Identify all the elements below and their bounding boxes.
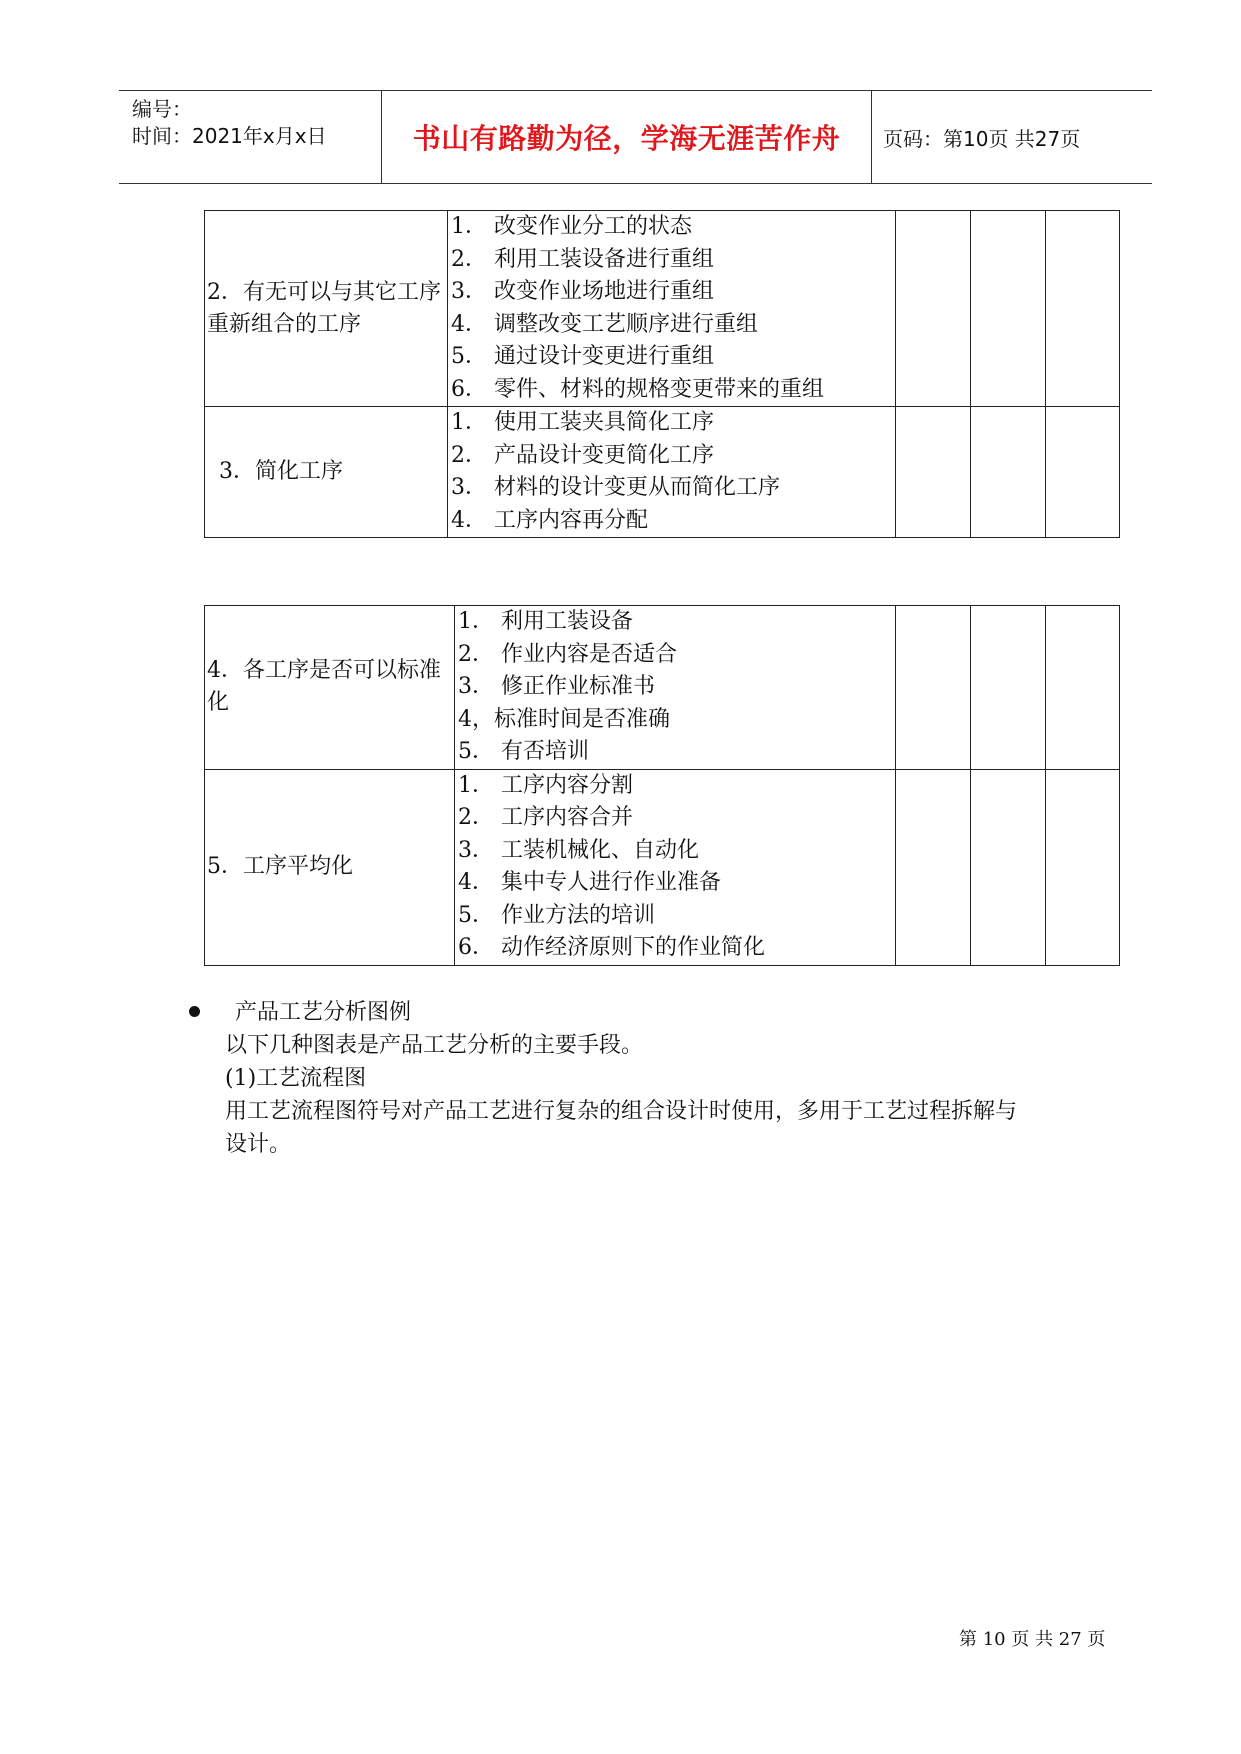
table-row <box>205 769 1120 965</box>
process-text: 2．有无可以与其它工序重新组合的工序 <box>207 279 441 337</box>
header-number-label: 编号： <box>132 97 192 121</box>
table-row <box>205 606 1120 770</box>
header-page-cell <box>871 91 1152 183</box>
page-footer: 第 10 页 共 27 页 <box>959 1629 1106 1650</box>
check-cell[interactable] <box>971 211 1046 407</box>
measure-item: 5． 有否培训 <box>458 739 589 764</box>
improvement-table-2 <box>204 605 1120 966</box>
paragraph-line: (1)工艺流程图 <box>225 1066 367 1091</box>
header-meta <box>119 91 381 183</box>
process-cell <box>205 407 448 538</box>
check-cell[interactable] <box>1046 211 1120 407</box>
check-cell[interactable] <box>896 211 971 407</box>
header-date: 时间：2021年x月x日 <box>132 124 327 148</box>
measure-item: 3． 改变作业场地进行重组 <box>451 279 714 304</box>
check-cell[interactable] <box>896 769 971 965</box>
page-header <box>119 90 1152 184</box>
measure-item: 5． 通过设计变更进行重组 <box>451 344 714 369</box>
check-cell[interactable] <box>1046 606 1120 770</box>
check-cell[interactable] <box>1046 407 1120 538</box>
paragraph-line: 用工艺流程图符号对产品工艺进行复杂的组合设计时使用，多用于工艺过程拆解与 <box>225 1099 1018 1124</box>
measure-item: 2． 产品设计变更简化工序 <box>451 442 714 468</box>
measure-item: 3． 材料的设计变更从而简化工序 <box>451 475 780 500</box>
process-cell <box>205 211 448 407</box>
header-page-info: 页码：第10页 共27页 <box>883 126 1081 151</box>
check-cell[interactable] <box>896 606 971 770</box>
bullet-icon <box>189 1006 200 1017</box>
measure-item: 2． 工序内容合并 <box>458 805 633 830</box>
measure-item: 1． 使用工装夹具简化工序 <box>451 410 714 435</box>
measure-item: 3． 工装机械化、自动化 <box>458 837 699 863</box>
measure-item: 4． 工序内容再分配 <box>451 507 648 533</box>
measure-item: 6． 动作经济原则下的作业简化 <box>458 935 765 960</box>
measure-item: 6． 零件、材料的规格变更带来的重组 <box>451 376 824 402</box>
measures-cell <box>455 769 896 965</box>
process-cell <box>205 606 455 770</box>
measure-item: 1． 改变作业分工的状态 <box>451 214 692 239</box>
measure-item: 1． 利用工装设备 <box>458 609 633 634</box>
check-cell[interactable] <box>971 606 1046 770</box>
table-row <box>205 211 1120 407</box>
measure-item: 1． 工序内容分割 <box>458 772 633 798</box>
improvement-table-1 <box>204 210 1120 538</box>
measure-item: 4． 集中专人进行作业准备 <box>458 870 721 895</box>
header-motto: 书山有路勤为径，学海无涯苦作舟 <box>412 122 841 155</box>
paragraph-line: 以下几种图表是产品工艺分析的主要手段。 <box>225 1033 644 1058</box>
check-cell[interactable] <box>896 407 971 538</box>
section-heading: 产品工艺分析图例 <box>235 1000 412 1025</box>
process-text: 4．各工序是否可以标准化 <box>207 658 441 716</box>
measure-item: 5． 作业方法的培训 <box>458 902 655 928</box>
paragraph-line: 设计。 <box>225 1132 292 1157</box>
measures-cell <box>455 606 896 770</box>
measure-item: 2． 利用工装设备进行重组 <box>451 246 714 272</box>
check-cell[interactable] <box>1046 769 1120 965</box>
measures-cell <box>448 211 896 407</box>
process-cell <box>205 769 455 965</box>
measure-item: 2． 作业内容是否适合 <box>458 641 677 667</box>
process-text: 3．简化工序 <box>219 459 343 484</box>
measures-cell <box>448 407 896 538</box>
measure-item: 4，标准时间是否准确 <box>458 706 670 732</box>
process-text: 5．工序平均化 <box>207 854 353 879</box>
header-motto-cell <box>381 91 872 183</box>
check-cell[interactable] <box>971 769 1046 965</box>
table-row <box>205 407 1120 538</box>
check-cell[interactable] <box>971 407 1046 538</box>
measure-item: 4． 调整改变工艺顺序进行重组 <box>451 311 758 337</box>
measure-item: 3． 修正作业标准书 <box>458 674 655 699</box>
